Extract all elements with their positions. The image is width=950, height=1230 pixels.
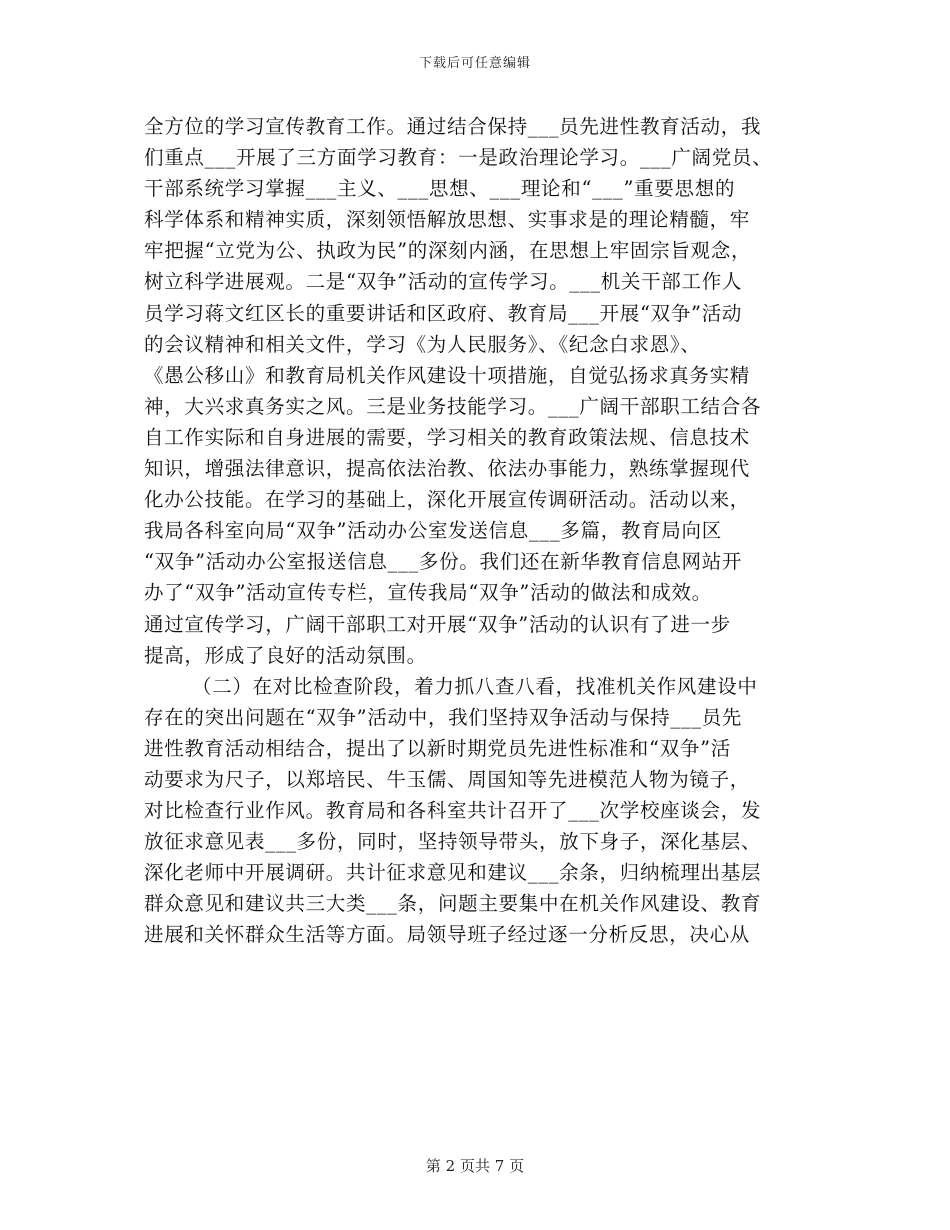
text-line: 动要求为尺子，以郑培民、牛玉儒、周国知等先进模范人物为镜子， [144,767,751,791]
text-line: 进性教育活动相结合，提出了以新时期党员先进性标准和“双争”活 [144,736,731,760]
text-line: 通过宣传学习，广阔干部职工对开展“双争”活动的认识有了进一步 [144,612,731,636]
text-line: 的会议精神和相关文件，学习《为人民服务》、《纪念白求恩》、 [144,332,701,356]
document-body [144,111,806,951]
page-number: 第 2 页共 7 页 [425,1157,525,1175]
text-line: 深化老师中开展调研。共计征求意见和建议___余条，归纳梳理出基层 [144,861,762,885]
text-line: 放征求意见表___多份，同时，坚持领导带头，放下身子，深化基层、 [144,830,762,854]
text-line: 全方位的学习宣传教育工作。通过结合保持___员先进性教育活动，我 [144,115,762,138]
text-line: 我局各科室向局“双争”活动办公室发送信息___多篇，教育局向区 [144,519,722,543]
text-line: 存在的突出问题在“双争”活动中，我们坚持双争活动与保持___员先 [144,705,743,729]
text-line: 群众意见和建议共三大类___条，问题主要集中在机关作风建设、教育 [144,892,762,916]
text-line: 干部系统学习掌握___主义、___思想、___理论和“___”重要思想的 [144,177,736,201]
page-header: 下载后可任意编辑 [418,56,531,71]
text-line: 们重点___开展了三方面学习教育：一是政治理论学习。___广阔党员、 [144,146,773,170]
text-line: 员学习蒋文红区长的重要讲话和区政府、教育局___开展“双争”活动 [144,301,743,325]
text-line: 《愚公移山》和教育局机关作风建设十项措施，自觉弘扬求真务实精 [144,363,751,387]
text-line: 知识，增强法律意识，提高依法治教、依法办事能力，熟练掌握现代 [144,457,751,481]
text-line: 对比检查行业作风。教育局和各科室共计召开了___次学校座谈会，发 [144,799,762,823]
text-line: “双争”活动办公室报送信息___多份。我们还在新华教育信息网站开 [144,550,743,574]
paragraph-start-line: （二）在对比检查阶段，着力抓八查八看，找准机关作风建设中 [192,674,758,698]
text-line: 办了“双争”活动宣传专栏，宣传我局“双争”活动的做法和成效。 [144,581,712,605]
text-line: 科学体系和精神实质，深刻领悟解放思想、实事求是的理论精髓，牢 [144,208,751,232]
text-line: 神，大兴求真务实之风。三是业务技能学习。___广阔干部职工结合各 [144,394,762,418]
text-line: 提高，形成了良好的活动氛围。 [144,643,427,667]
text-line: 牢把握“立党为公、执政为民”的深刻内涵，在思想上牢固宗旨观念， [144,239,752,263]
text-line: 进展和关怀群众生活等方面。局领导班子经过逐一分析反思，决心从 [144,923,751,947]
text-line: 化办公技能。在学习的基础上，深化开展宣传调研活动。活动以来， [144,488,751,512]
text-line: 树立科学进展观。二是“双争”活动的宣传学习。___机关干部工作人 [144,270,743,294]
text-line: 自工作实际和自身进展的需要，学习相关的教育政策法规、信息技术 [144,425,751,449]
